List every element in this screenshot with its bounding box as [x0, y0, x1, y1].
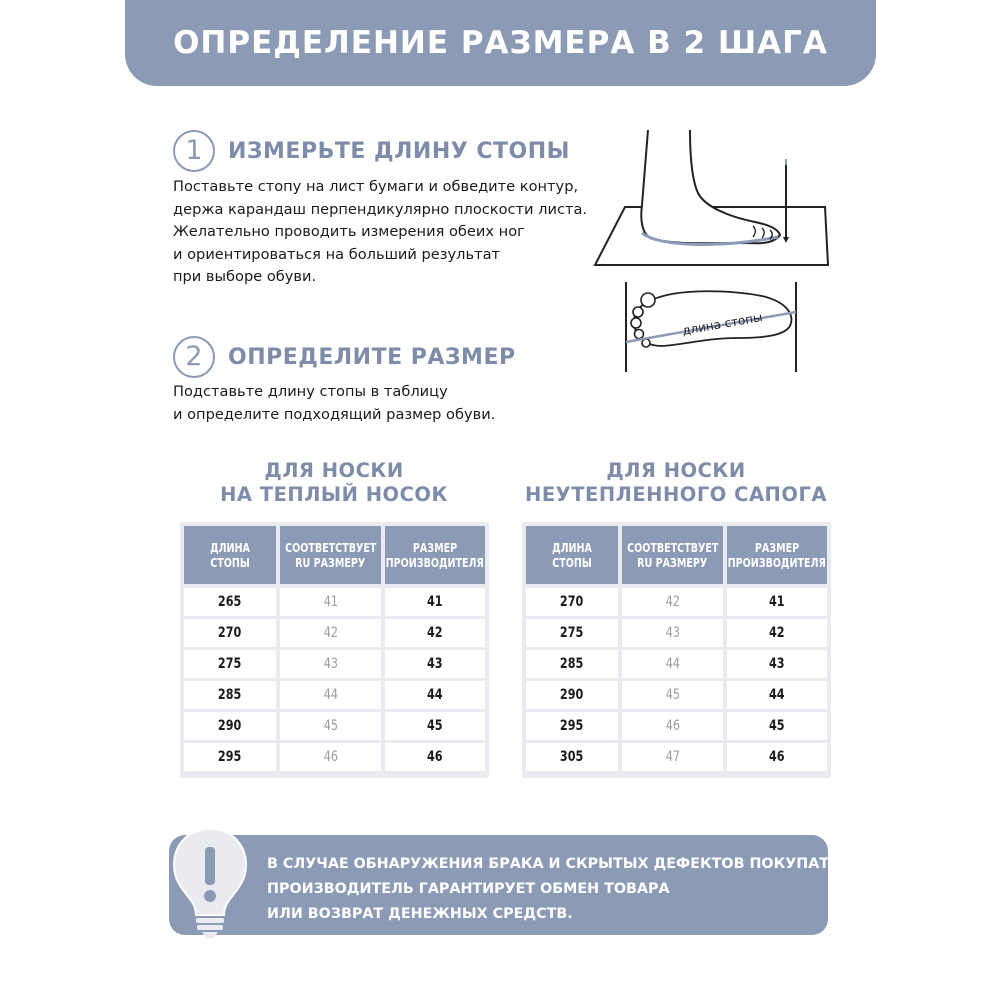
step-2-title: ОПРЕДЕЛИТЕ РАЗМЕР: [228, 345, 516, 370]
foot-length-label: длина стопы: [681, 309, 764, 338]
warm-table-title-line: НА ТЕПЛЫЙ НОСОК: [220, 483, 448, 506]
header-ru-size: СООТВЕТСТВУЕТ RU РАЗМЕРУ: [280, 526, 381, 584]
step-2-number-icon: 2: [173, 336, 215, 378]
warm-sock-size-table: ДЛИНА СТОПЫ СООТВЕТСТВУЕТ RU РАЗМЕРУ РАЗМЕР ПРОИЗВОДИТЕЛЯ 265 41 41 270 42 42 275 43 43 285 44 44 290 45 45 295 46 46: [180, 522, 489, 778]
foot-on-paper-icon: [590, 125, 835, 270]
notice-line: В СЛУЧАЕ ОБНАРУЖЕНИЯ БРАКА И СКРЫТЫХ ДЕФЕКТОВ ПОКУПАТЕЛЕМ,: [267, 856, 881, 872]
step-1-line: Поставьте стопу на лист бумаги и обведите контур,: [173, 178, 579, 195]
lightbulb-warning-icon: [170, 825, 250, 940]
step-1-instructions: [173, 176, 587, 289]
boot-table-title: [522, 459, 830, 507]
step-1-line: и ориентироваться на больший результат: [173, 245, 501, 263]
step-2-instructions: [173, 381, 495, 426]
page-title: ОПРЕДЕЛЕНИЕ РАЗМЕРА В 2 ШАГА: [173, 25, 828, 61]
step-1-line: Желательно проводить измерения обеих ног: [173, 223, 525, 240]
step-1-title: ИЗМЕРЬТЕ ДЛИНУ СТОПЫ: [228, 139, 570, 164]
step-1-number-icon: 1: [173, 130, 215, 172]
boot-table-title-line: НЕУТЕПЛЕННОГО САПОГА: [525, 483, 827, 506]
step-2-line: и определите подходящий размер обуви.: [173, 405, 496, 423]
header-foot-length: ДЛИНА СТОПЫ: [184, 526, 276, 584]
step-1-line: держа карандаш перпендикулярно плоскости листа.: [173, 200, 588, 218]
notice-line: ПРОИЗВОДИТЕЛЬ ГАРАНТИРУЕТ ОБМЕН ТОВАРА: [267, 881, 670, 897]
boot-table-title-line: ДЛЯ НОСКИ: [606, 459, 746, 482]
header-maker-size: РАЗМЕР ПРОИЗВОДИТЕЛЯ: [727, 526, 827, 584]
boot-size-table: ДЛИНА СТОПЫ СООТВЕТСТВУЕТ RU РАЗМЕРУ РАЗМЕР ПРОИЗВОДИТЕЛЯ 270 42 41 275 43 42 285 44 43 290 45 44 295 46 45 305 47 46: [522, 522, 831, 778]
header-banner: [125, 0, 876, 86]
header-maker-size: РАЗМЕР ПРОИЗВОДИТЕЛЯ: [385, 526, 485, 584]
foot-sole-icon: [612, 280, 808, 375]
header-ru-size: СООТВЕТСТВУЕТ RU РАЗМЕРУ: [622, 526, 723, 584]
notice-text: [267, 852, 880, 927]
header-foot-length: ДЛИНА СТОПЫ: [526, 526, 618, 584]
notice-line: ИЛИ ВОЗВРАТ ДЕНЕЖНЫХ СРЕДСТВ.: [267, 906, 573, 922]
warm-table-title: [180, 459, 488, 507]
step-1-line: при выборе обуви.: [173, 268, 317, 285]
warm-table-title-line: ДЛЯ НОСКИ: [264, 459, 404, 482]
step-2-line: Подставьте длину стопы в таблицу: [173, 383, 448, 400]
